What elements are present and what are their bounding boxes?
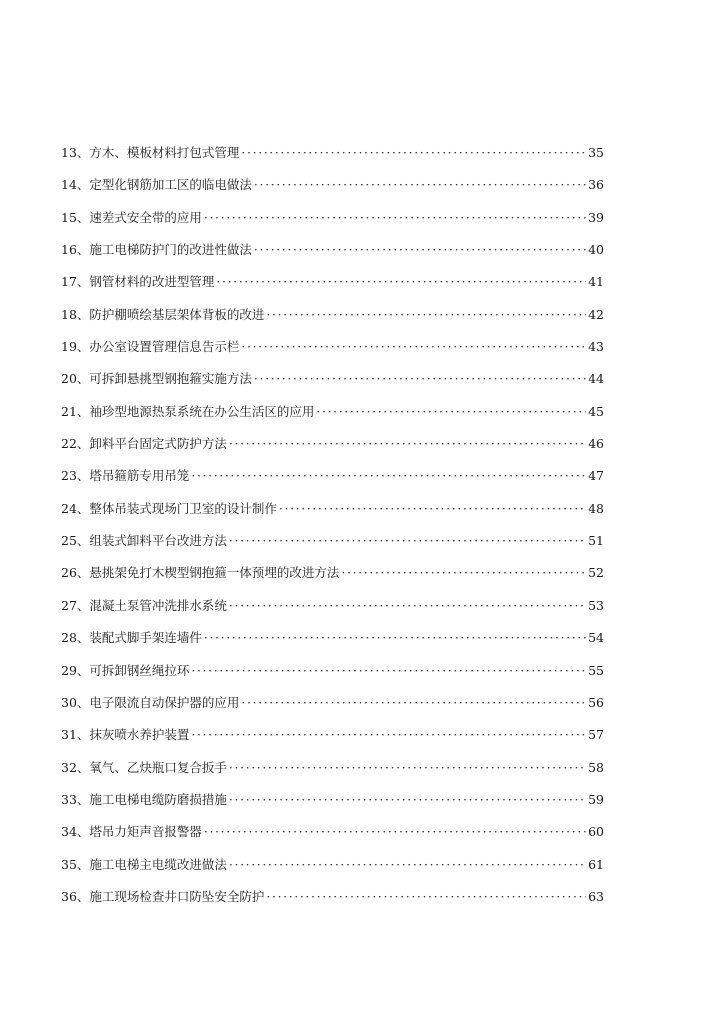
toc-page-number: 48 <box>588 500 604 516</box>
toc-entry-title: 33、施工电梯电缆防磨损措施 <box>61 791 227 807</box>
toc-entry-title: 26、悬挑架免打木楔型钢抱箍一体预埋的改进方法 <box>61 565 340 581</box>
toc-page-number: 47 <box>588 468 604 484</box>
toc-dot-leader <box>266 303 586 327</box>
toc-entry[interactable] <box>61 594 604 626</box>
toc-page-number: 54 <box>588 630 604 646</box>
toc-dot-leader <box>241 335 586 359</box>
toc-entry-title: 15、速差式安全带的应用 <box>61 209 202 225</box>
toc-dot-leader <box>241 691 586 715</box>
toc-page-number: 43 <box>588 339 604 355</box>
toc-dot-leader <box>216 270 586 294</box>
toc-page-number: 40 <box>588 242 604 258</box>
toc-page-number: 56 <box>588 694 604 710</box>
toc-entry[interactable] <box>61 141 604 173</box>
toc-page-number: 58 <box>588 759 604 775</box>
toc-entry[interactable] <box>61 335 604 367</box>
toc-entry-title: 19、办公室设置管理信息告示栏 <box>61 339 240 355</box>
toc-entry-title: 20、可拆卸悬挑型钢抱箍实施方法 <box>61 371 252 387</box>
toc-entry[interactable] <box>61 303 604 335</box>
toc-entry-title: 30、电子限流自动保护器的应用 <box>61 694 240 710</box>
toc-entry[interactable] <box>61 885 604 917</box>
toc-entry[interactable] <box>61 400 604 432</box>
toc-entry-title: 36、施工现场检查井口防坠安全防护 <box>61 888 265 904</box>
toc-entry[interactable] <box>61 756 604 788</box>
toc-entry-title: 14、定型化钢筋加工区的临电做法 <box>61 177 252 193</box>
toc-entry[interactable] <box>61 270 604 302</box>
table-of-contents <box>61 141 604 917</box>
toc-dot-leader <box>229 853 586 877</box>
toc-dot-leader <box>204 820 586 844</box>
toc-entry[interactable] <box>61 853 604 885</box>
toc-entry-title: 24、整体吊装式现场门卫室的设计制作 <box>61 500 277 516</box>
toc-dot-leader <box>254 173 586 197</box>
toc-entry-title: 16、施工电梯防护门的改进性做法 <box>61 242 252 258</box>
toc-entry-title: 31、抹灰喷水养护装置 <box>61 727 190 743</box>
toc-entry-title: 13、方木、模板材料打包式管理 <box>61 145 240 160</box>
toc-page-number: 61 <box>588 856 604 872</box>
toc-entry-title: 25、组装式卸料平台改进方法 <box>61 533 227 549</box>
toc-entry[interactable] <box>61 497 604 529</box>
toc-entry-title: 22、卸料平台固定式防护方法 <box>61 436 227 452</box>
toc-entry[interactable] <box>61 659 604 691</box>
toc-page-number: 63 <box>588 888 604 904</box>
toc-entry[interactable] <box>61 238 604 270</box>
toc-entry-title: 21、袖珍型地源热泵系统在办公生活区的应用 <box>61 403 315 419</box>
toc-entry-title: 17、钢管材料的改进型管理 <box>61 274 215 290</box>
toc-entry-title: 18、防护棚喷绘基层架体背板的改进 <box>61 306 265 322</box>
toc-entry-title: 32、氧气、乙炔瓶口复合扳手 <box>61 759 227 775</box>
toc-entry-title: 35、施工电梯主电缆改进做法 <box>61 856 227 872</box>
toc-entry-title: 34、塔吊力矩声音报警器 <box>61 824 202 840</box>
toc-entry-title: 27、混凝土泵管冲洗排水系统 <box>61 597 227 613</box>
toc-page-number: 53 <box>588 597 604 613</box>
toc-entry[interactable] <box>61 561 604 593</box>
toc-entry[interactable] <box>61 626 604 658</box>
toc-entry[interactable] <box>61 367 604 399</box>
toc-entry[interactable] <box>61 529 604 561</box>
toc-entry[interactable] <box>61 723 604 755</box>
toc-entry-title: 28、装配式脚手架连墙件 <box>61 630 202 646</box>
toc-page-number: 55 <box>588 662 604 678</box>
toc-dot-leader <box>254 238 586 262</box>
toc-dot-leader <box>279 497 586 521</box>
toc-entry-title: 23、塔吊箍筋专用吊笼 <box>61 468 190 484</box>
toc-dot-leader <box>204 626 586 650</box>
toc-page-number: 44 <box>588 371 604 387</box>
toc-dot-leader <box>191 659 586 683</box>
toc-dot-leader <box>229 788 586 812</box>
toc-dot-leader <box>204 206 586 230</box>
toc-page-number: 45 <box>588 403 604 419</box>
toc-page-number: 42 <box>588 306 604 322</box>
toc-dot-leader <box>229 432 586 456</box>
toc-entry[interactable] <box>61 432 604 464</box>
toc-page-number: 41 <box>588 274 604 290</box>
toc-entry[interactable] <box>61 206 604 238</box>
toc-dot-leader <box>241 141 586 165</box>
toc-page-number: 52 <box>588 565 604 581</box>
toc-dot-leader <box>254 367 586 391</box>
toc-page-number: 39 <box>588 209 604 225</box>
toc-dot-leader <box>266 885 586 909</box>
toc-dot-leader <box>229 529 586 553</box>
toc-page-number: 60 <box>588 824 604 840</box>
toc-entry[interactable] <box>61 820 604 852</box>
toc-page-number: 57 <box>588 727 604 743</box>
toc-dot-leader <box>191 723 586 747</box>
toc-page-number: 35 <box>588 145 604 160</box>
toc-dot-leader <box>191 464 586 488</box>
toc-entry[interactable] <box>61 173 604 205</box>
toc-page-number: 36 <box>588 177 604 193</box>
toc-dot-leader <box>341 561 586 585</box>
toc-entry-title: 29、可拆卸钢丝绳拉环 <box>61 662 190 678</box>
toc-dot-leader <box>229 594 586 618</box>
toc-dot-leader <box>229 756 586 780</box>
toc-dot-leader <box>316 400 586 424</box>
toc-entry[interactable] <box>61 691 604 723</box>
toc-page-number: 59 <box>588 791 604 807</box>
toc-page-number: 51 <box>588 533 604 549</box>
toc-entry[interactable] <box>61 788 604 820</box>
toc-page-number: 46 <box>588 436 604 452</box>
toc-entry[interactable] <box>61 464 604 496</box>
